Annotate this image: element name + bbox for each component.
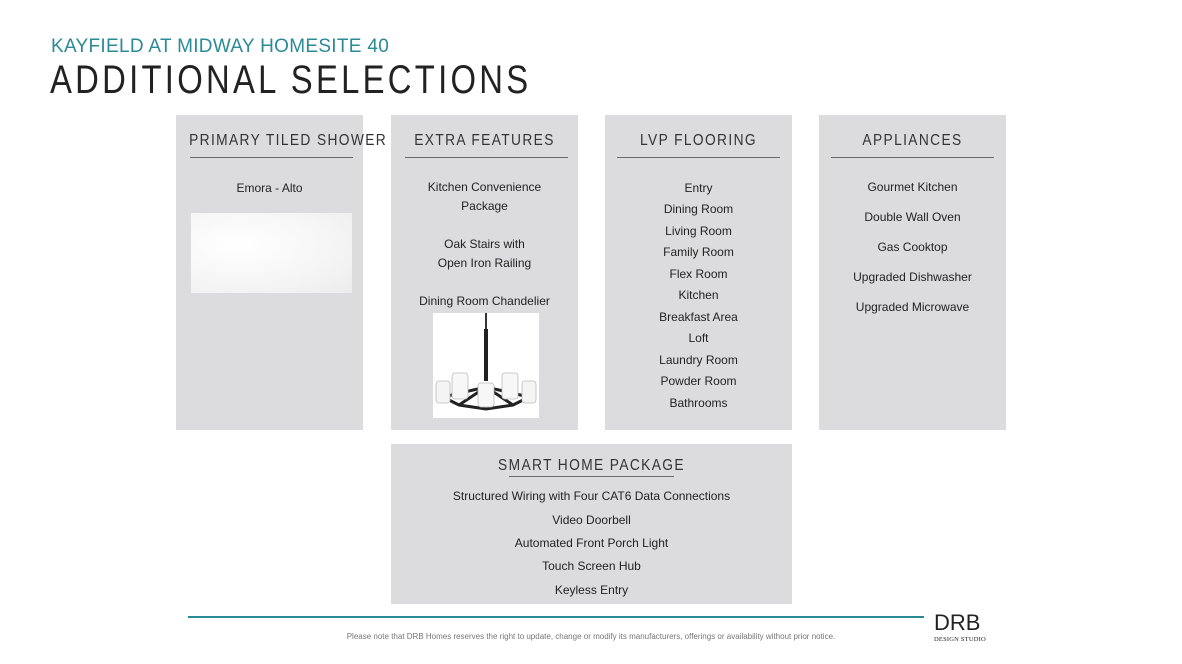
list-item: Oak Stairs with xyxy=(444,237,525,251)
logo-tagline: DESIGN STUDIO xyxy=(934,636,986,643)
chandelier-image xyxy=(433,313,539,418)
list-item: Structured Wiring with Four CAT6 Data Connections xyxy=(452,489,731,503)
page-subtitle: KAYFIELD AT MIDWAY HOMESITE 40 xyxy=(51,36,390,57)
footer-disclaimer xyxy=(0,632,1182,641)
heading-divider xyxy=(831,157,994,158)
heading-divider xyxy=(509,476,674,477)
panel-heading: APPLIANCES xyxy=(862,132,963,149)
tile-swatch-image xyxy=(191,213,352,293)
list-item: Breakfast Area xyxy=(659,310,738,324)
list-item: Video Doorbell xyxy=(552,513,631,527)
list-item: Automated Front Porch Light xyxy=(514,536,669,550)
list-item: Dining Room xyxy=(663,202,734,216)
heading-divider xyxy=(190,157,353,158)
list-item: Powder Room xyxy=(660,374,737,388)
list-item: Family Room xyxy=(663,245,734,259)
list-item: Kitchen xyxy=(678,288,719,302)
list-item: Entry xyxy=(684,181,713,195)
disclaimer-text: Please note that DRB Homes reserves the right to update, change or modify its manufacturers, offerings or availability without prior notice. xyxy=(346,632,836,641)
logo-letters: DRB xyxy=(934,610,981,635)
panel-lvp-flooring xyxy=(605,115,792,430)
list-item: Upgraded Dishwasher xyxy=(853,270,972,284)
footer-divider xyxy=(188,616,924,618)
list-item: Emora - Alto xyxy=(236,181,303,195)
panel-heading: LVP FLOORING xyxy=(640,132,757,149)
list-item: Living Room xyxy=(665,224,732,238)
panel-appliances xyxy=(819,115,1006,430)
list-item: Kitchen Convenience xyxy=(427,180,542,194)
list-item: Dining Room Chandelier xyxy=(419,294,550,308)
heading-divider xyxy=(405,157,568,158)
panel-primary-tiled-shower xyxy=(176,115,388,430)
page-title: ADDITIONAL SELECTIONS xyxy=(50,58,532,102)
list-item: Double Wall Oven xyxy=(864,210,961,224)
list-item: Gourmet Kitchen xyxy=(867,180,958,194)
list-item: Package xyxy=(461,199,508,213)
list-item: Loft xyxy=(688,331,709,345)
list-item: Bathrooms xyxy=(669,396,728,410)
panel-extra-features xyxy=(391,115,578,430)
list-item: Keyless Entry xyxy=(554,583,629,597)
heading-divider xyxy=(617,157,780,158)
list-item: Laundry Room xyxy=(659,353,738,367)
list-item: Open Iron Railing xyxy=(437,256,532,270)
list-item: Flex Room xyxy=(669,267,728,281)
drb-design-studio-logo xyxy=(933,609,991,643)
list-item: Gas Cooktop xyxy=(877,240,948,254)
list-item: Touch Screen Hub xyxy=(542,559,641,573)
panel-heading: EXTRA FEATURES xyxy=(414,132,555,149)
panel-heading: SMART HOME PACKAGE xyxy=(498,457,685,474)
list-item: Upgraded Microwave xyxy=(855,300,970,314)
panel-heading: PRIMARY TILED SHOWER xyxy=(189,132,388,149)
panel-smart-home-package xyxy=(391,444,792,604)
